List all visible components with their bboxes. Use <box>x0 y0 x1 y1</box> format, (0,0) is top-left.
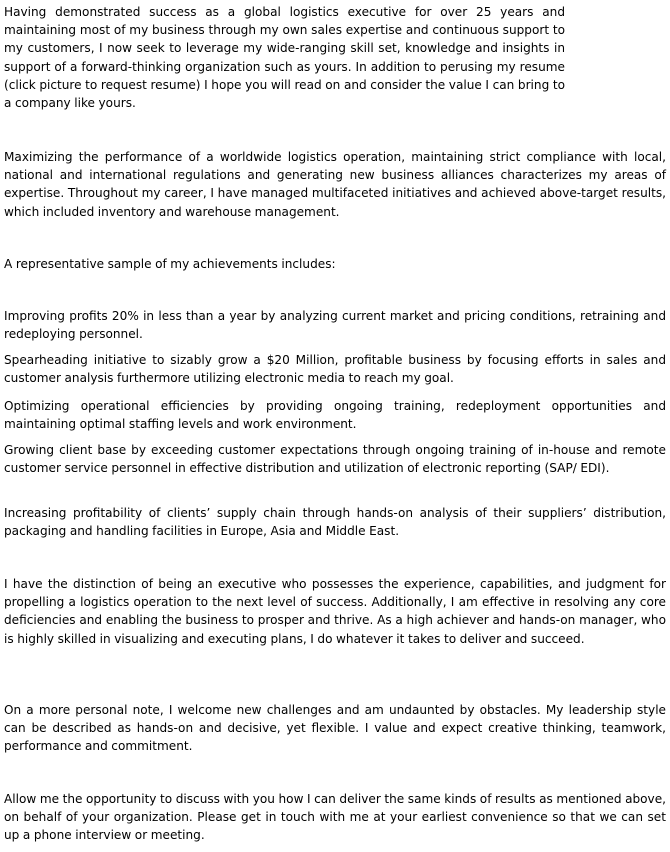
achievement-item: Optimizing operational efficiencies by providing ongoing training, redeployment opportunities and maintaining optimal staffing levels and work environment. <box>4 399 666 432</box>
intro-paragraph: Having demonstrated success as a global logistics executive for over 25 years and maintaining most of my business through my own sales expertise and continuous support to my customers, I now seek to leverage my wide-ranging skill set, knowledge and insights in support of a forward-thinking organization such as yours. In addition to perusing my resume (click picture to request resume) I hope you will read on and consider the value I can bring to a company like yours. <box>4 5 565 111</box>
achievement-item: Increasing profitability of clients’ supply chain through hands-on analysis of their suppliers’ distribution, packaging and handling facilities in Europe, Asia and Middle East. <box>4 506 666 539</box>
personal-paragraph: On a more personal note, I welcome new challenges and am undaunted by obstacles. My leadership style can be described as hands-on and decisive, yet flexible. I value and expect creative thinking, teamwork, performance and commitment. <box>4 703 666 754</box>
achievement-item: Growing client base by exceeding customer expectations through ongoing training of in-house and remote customer service personnel in effective distribution and utilization of electronic reporting (SAP/ EDI). <box>4 443 666 476</box>
distinction-paragraph: I have the distinction of being an executive who possesses the experience, capabilities, and judgment for propelling a logistics operation to the next level of success. Additionally, I am effective in resolving any core deficiencies and enabling the business to prosper and thrive. As a high achiever and hands-on manager, who is highly skilled in visualizing and executing plans, I do whatever it takes to deliver and succeed. <box>4 577 666 646</box>
achievement-item: Improving profits 20% in less than a year by analyzing current market and pricing conditions, retraining and redeploying personnel. <box>4 309 666 342</box>
closing-paragraph: Allow me the opportunity to discuss with you how I can deliver the same kinds of results as mentioned above, on behalf of your organization. Please get in touch with me at your earliest convenience so that we can set up a phone interview or meeting. <box>4 792 666 843</box>
achievements-intro: A representative sample of my achievements includes: <box>4 257 336 271</box>
achievement-item: Spearheading initiative to sizably grow a $20 Million, profitable business by focusing efforts in sales and customer analysis furthermore utilizing electronic media to reach my goal. <box>4 353 666 386</box>
expertise-paragraph: Maximizing the performance of a worldwide logistics operation, maintaining strict compliance with local, national and international regulations and generating new business alliances characterizes my areas of expertise. Throughout my career, I have managed multifaceted initiatives and achieved above-target results, which included inventory and warehouse management. <box>4 150 666 219</box>
